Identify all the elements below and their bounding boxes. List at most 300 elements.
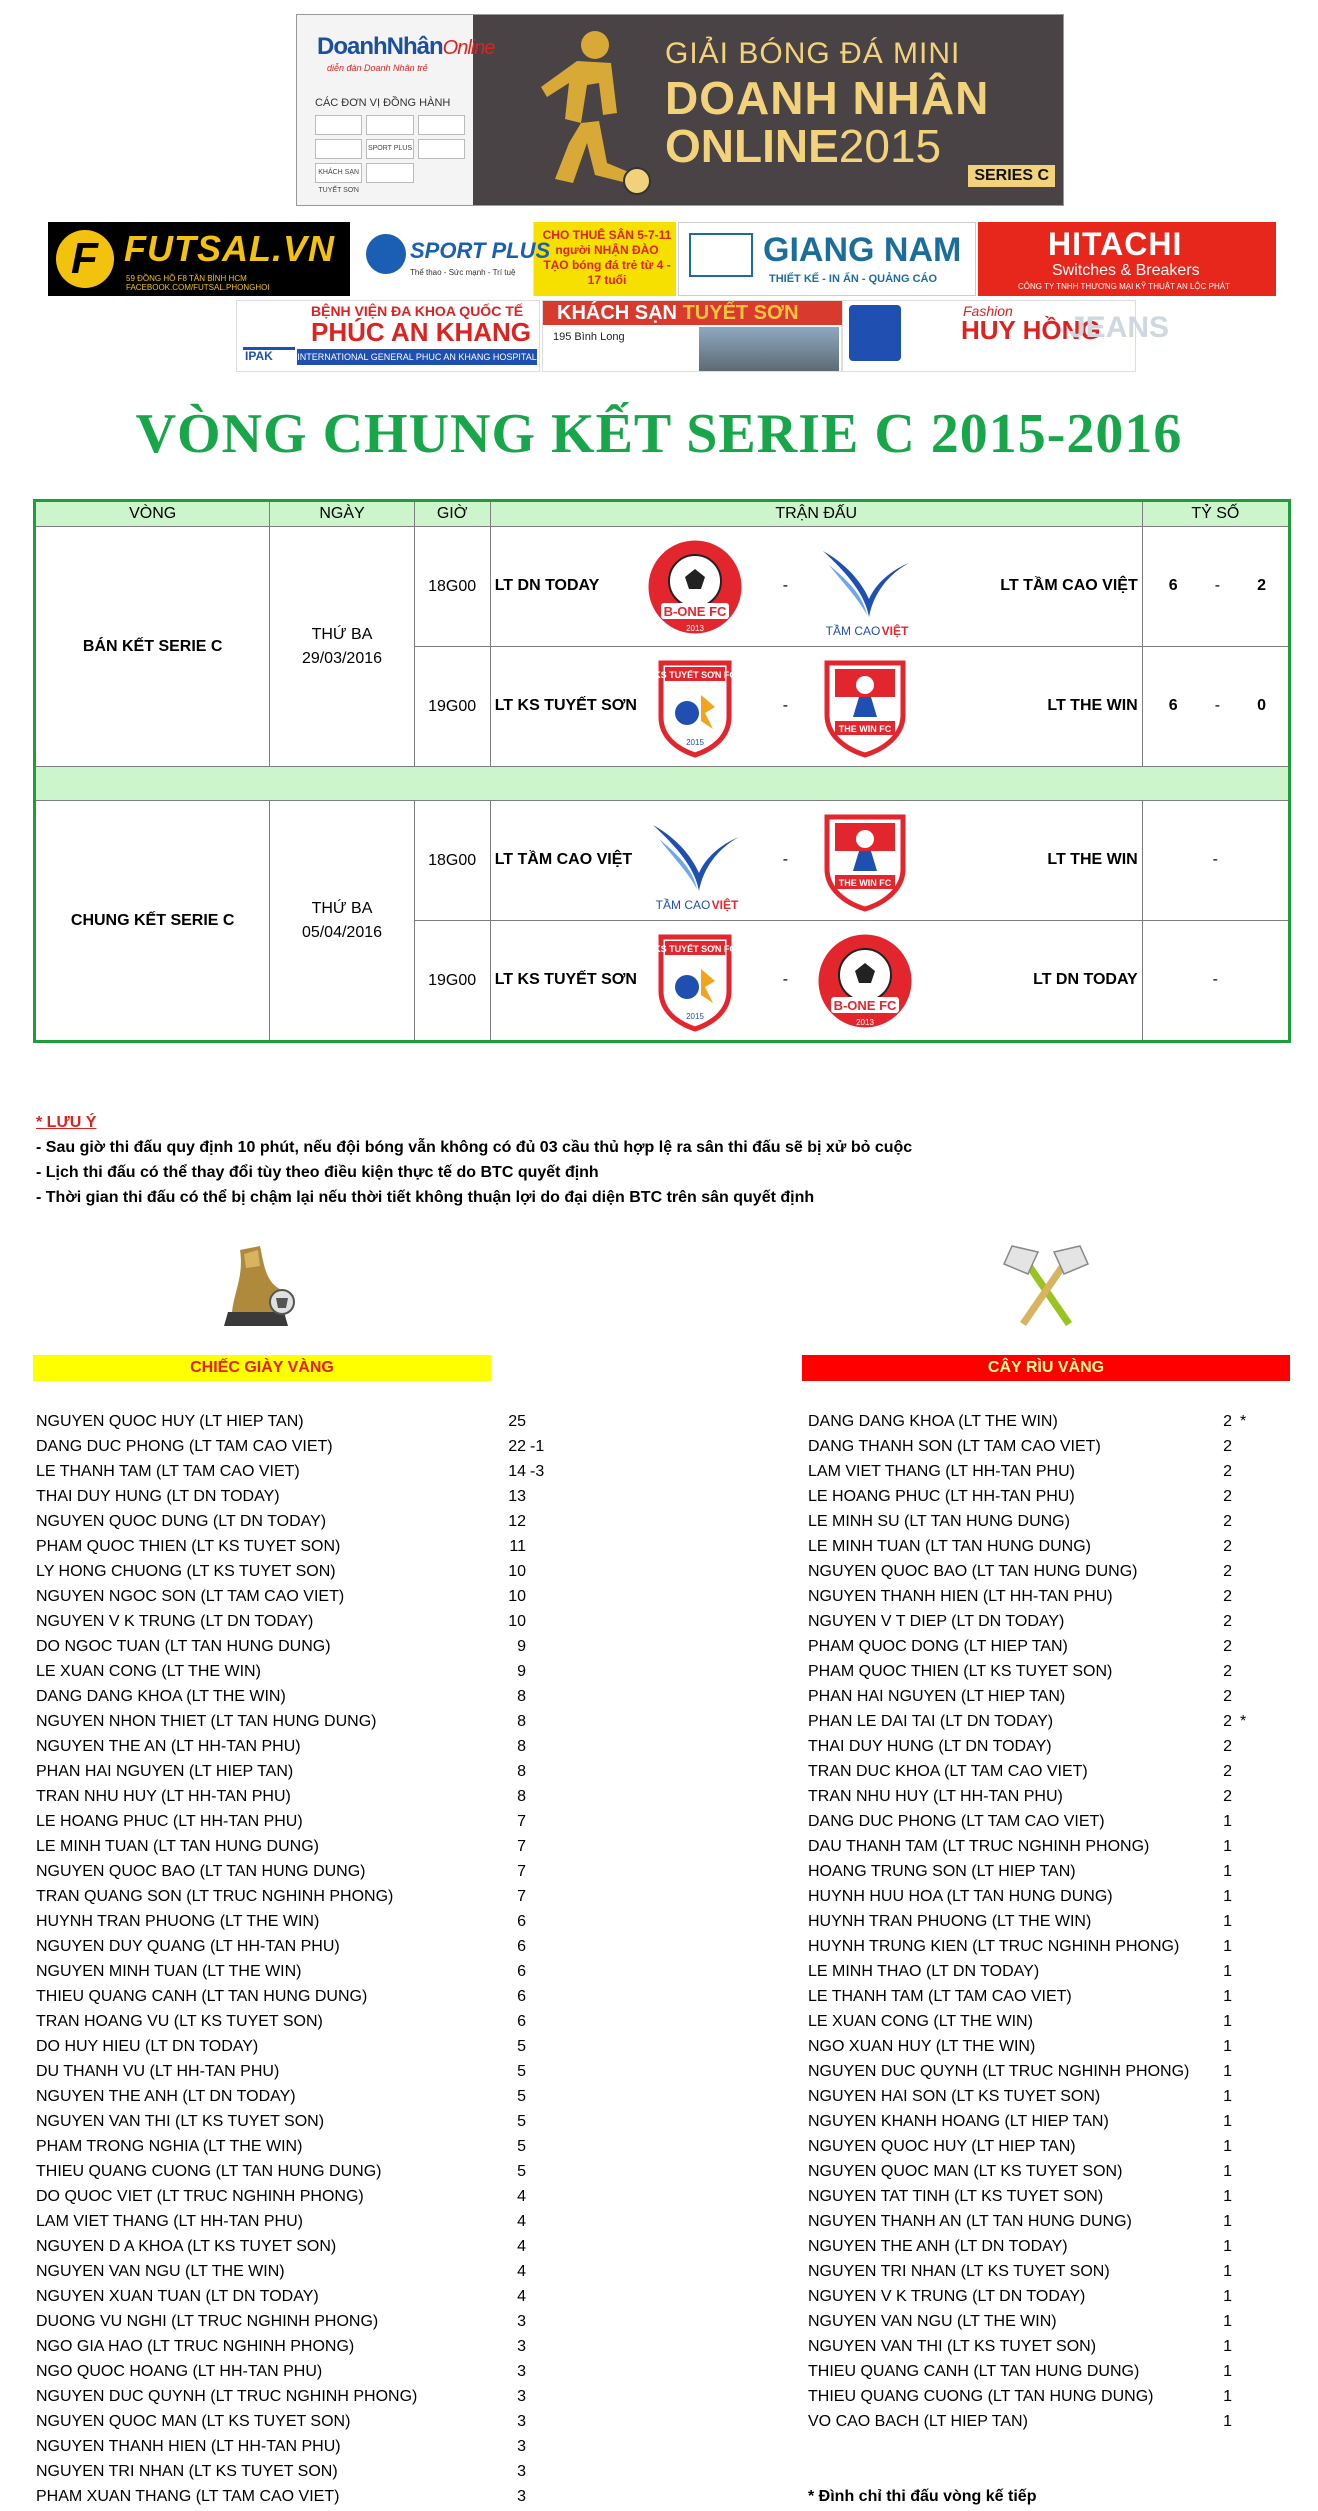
- scorer-row: [36, 1834, 556, 1859]
- ipak-line2: PHÚC AN KHANG: [311, 317, 532, 347]
- scorer-name: DO HUY HIEU (LT DN TODAY): [36, 2038, 259, 2055]
- card-player-name: NGUYEN THE ANH (LT DN TODAY): [808, 2238, 1068, 2255]
- golden-axe-header: CÂY RÌU VÀNG: [802, 1355, 1290, 1381]
- card-row: [808, 1784, 1288, 1809]
- card-player-name: NGUYEN TAT TINH (LT KS TUYET SON): [808, 2188, 1104, 2205]
- card-row: [808, 2384, 1288, 2409]
- card-row: [808, 1634, 1288, 1659]
- card-player-name: THAI DUY HUNG (LT DN TODAY): [808, 1738, 1052, 1755]
- scorer-name: PHAN HAI NGUYEN (LT HIEP TAN): [36, 1763, 294, 1780]
- card-count: 1: [1223, 2138, 1232, 2155]
- col-match: TRẬN ĐẤU: [490, 501, 1142, 527]
- co-organizer-logos: [315, 115, 465, 194]
- futsal-name: FUTSAL.VN: [124, 228, 335, 269]
- golden-boot-list: [36, 1409, 556, 2509]
- card-row: [808, 1859, 1288, 1884]
- col-date: NGÀY: [270, 501, 414, 527]
- card-count: 1: [1223, 2263, 1232, 2280]
- note-item: - Lịch thi đấu có thể thay đổi tùy theo điều kiện thực tế do BTC quyết định: [36, 1164, 599, 1181]
- scorer-goals: 5: [517, 2038, 526, 2055]
- scorer-goals: 5: [517, 2163, 526, 2180]
- scorer-name: DANG DUC PHONG (LT TAM CAO VIET): [36, 1438, 333, 1455]
- card-count: 1: [1223, 1988, 1232, 2005]
- scorer-row: [36, 1934, 556, 1959]
- card-count: 2: [1223, 1713, 1232, 1730]
- card-player-name: NGUYEN DUC QUYNH (LT TRUC NGHINH PHONG): [808, 2063, 1190, 2080]
- bone-logo-text: B-ONE FC: [663, 604, 727, 619]
- tuyetson-header: [543, 301, 843, 325]
- banner-series-badge: SERIES C: [968, 165, 1055, 187]
- tuyetson-line1: KHÁCH SẠN: [557, 302, 677, 324]
- sportplus-logo-icon: [366, 234, 406, 274]
- away-team: LT DN TODAY: [1033, 971, 1138, 988]
- co-organizer-logo: [315, 139, 362, 159]
- scorer-goals: 10: [508, 1563, 526, 1580]
- scorer-row: [36, 2359, 556, 2384]
- card-row: [808, 2409, 1288, 2434]
- round-date-value: 29/03/2016: [301, 649, 383, 667]
- card-count: 2: [1223, 1763, 1232, 1780]
- match-time: 18G00: [414, 527, 490, 647]
- scorer-goals: 3: [517, 2463, 526, 2480]
- tam-cao-viet-logo-icon: [643, 809, 747, 913]
- round-name: CHUNG KẾT SERIE C: [35, 801, 270, 1042]
- card-row: [808, 1734, 1288, 1759]
- card-count: 2: [1223, 1613, 1232, 1630]
- scorer-goals: 3: [517, 2313, 526, 2330]
- card-player-name: NGUYEN HAI SON (LT KS TUYET SON): [808, 2088, 1101, 2105]
- away-team: LT THE WIN: [1047, 851, 1138, 868]
- scorer-name: DO NGOC TUAN (LT TAN HUNG DUNG): [36, 1638, 331, 1655]
- scorer-name: NGUYEN QUOC MAN (LT KS TUYET SON): [36, 2413, 351, 2430]
- scorer-row: [36, 2384, 556, 2409]
- sponsor-phuc-an-khang: [236, 300, 540, 372]
- ks-tuyet-son-logo-icon: [643, 929, 747, 1033]
- card-row: [808, 1959, 1288, 1984]
- scorer-name: LE HOANG PHUC (LT HH-TAN PHU): [36, 1813, 303, 1830]
- scorer-row: [36, 2434, 556, 2459]
- banner-title-online: ONLINE: [665, 120, 839, 172]
- card-row: [808, 2309, 1288, 2334]
- scorer-row: [36, 1584, 556, 1609]
- card-player-name: NGUYEN QUOC MAN (LT KS TUYET SON): [808, 2163, 1123, 2180]
- scorer-row: [36, 2084, 556, 2109]
- scorer-row: [36, 1459, 556, 1484]
- card-count: 2: [1223, 1538, 1232, 1555]
- card-player-name: NGUYEN QUOC BAO (LT TAN HUNG DUNG): [808, 1563, 1138, 1580]
- scorer-name: LY HONG CHUONG (LT KS TUYET SON): [36, 1563, 336, 1580]
- card-player-name: NGUYEN V K TRUNG (LT DN TODAY): [808, 2288, 1086, 2305]
- scorer-row: [36, 1684, 556, 1709]
- score-cell: [1142, 527, 1289, 647]
- scorer-name: NGUYEN D A KHOA (LT KS TUYET SON): [36, 2238, 337, 2255]
- futsal-address: 59 ĐỒNG HỒ F8 TÂN BÌNH HCM FACEBOOK.COM/FUTSAL.PHONGHOI: [126, 274, 270, 292]
- kts-logo-year: 2015: [685, 1012, 704, 1021]
- card-count: 1: [1223, 1863, 1232, 1880]
- card-count: 1: [1223, 2038, 1232, 2055]
- round-separator-row: [35, 767, 1290, 801]
- card-row: [808, 1409, 1288, 1434]
- match-row: [35, 527, 1290, 647]
- round-date: [270, 801, 414, 1042]
- card-row: [808, 1584, 1288, 1609]
- round-separator: [35, 767, 1290, 801]
- scorer-row: [36, 1634, 556, 1659]
- ks-tuyet-son-logo-icon: [643, 655, 747, 759]
- co-organizer-logo: SPORT PLUS: [366, 139, 413, 159]
- card-row: [808, 1559, 1288, 1584]
- home-team: LT KS TUYẾT SƠN: [494, 971, 637, 988]
- bone-logo-text: B-ONE FC: [833, 998, 897, 1013]
- card-count: 2: [1223, 1563, 1232, 1580]
- scorer-name: DU THANH VU (LT HH-TAN PHU): [36, 2063, 280, 2080]
- card-player-name: NGUYEN KHANH HOANG (LT HIEP TAN): [808, 2113, 1109, 2130]
- golden-axe-icon: [998, 1238, 1094, 1338]
- scorer-goals: 6: [517, 1963, 526, 1980]
- scorer-goals: 5: [517, 2088, 526, 2105]
- scorer-name: NGUYEN V K TRUNG (LT DN TODAY): [36, 1613, 314, 1630]
- card-row: [808, 2284, 1288, 2309]
- scorer-row: [36, 2284, 556, 2309]
- scorer-goals: 6: [517, 1913, 526, 1930]
- card-count: 1: [1223, 2238, 1232, 2255]
- scorer-goals: 9: [517, 1663, 526, 1680]
- card-player-name: PHAN LE DAI TAI (LT DN TODAY): [808, 1713, 1054, 1730]
- scorer-row: [36, 1809, 556, 1834]
- scorer-row: [36, 2134, 556, 2159]
- match-time: 19G00: [414, 921, 490, 1042]
- card-row: [808, 2109, 1288, 2134]
- golden-axe-list: [808, 1409, 1288, 2434]
- score-dash: -: [1214, 697, 1221, 714]
- score-dash: -: [1214, 577, 1221, 594]
- match-cell: [490, 921, 1142, 1042]
- scorer-goals: 3: [517, 2438, 526, 2455]
- card-row: [808, 1809, 1288, 1834]
- round-name: BÁN KẾT SERIE C: [35, 527, 270, 767]
- scorer-goals: 6: [517, 2013, 526, 2030]
- scorer-row: [36, 2109, 556, 2134]
- scorer-goals: 4: [517, 2288, 526, 2305]
- card-row: [808, 2334, 1288, 2359]
- scorer-name: TRAN NHU HUY (LT HH-TAN PHU): [36, 1788, 291, 1805]
- brand-online: Online: [442, 37, 495, 59]
- card-player-name: TRAN NHU HUY (LT HH-TAN PHU): [808, 1788, 1063, 1805]
- card-count: 1: [1223, 2338, 1232, 2355]
- card-row: [808, 2259, 1288, 2284]
- card-count: 1: [1223, 1913, 1232, 1930]
- card-row: [808, 1934, 1288, 1959]
- scorer-goals: 8: [517, 1713, 526, 1730]
- card-row: [808, 1684, 1288, 1709]
- scorer-name: NGUYEN TRI NHAN (LT KS TUYET SON): [36, 2463, 338, 2480]
- scorer-name: DO QUOC VIET (LT TRUC NGHINH PHONG): [36, 2188, 364, 2205]
- co-organizer-logo: [366, 115, 413, 135]
- scorer-goals: 12: [508, 1513, 526, 1530]
- scorer-name: NGUYEN VAN THI (LT KS TUYET SON): [36, 2113, 325, 2130]
- scorer-name: DUONG VU NGHI (LT TRUC NGHINH PHONG): [36, 2313, 379, 2330]
- scorer-goals: 10: [508, 1588, 526, 1605]
- scorer-row: [36, 2209, 556, 2234]
- score-pending: -: [1212, 851, 1218, 868]
- scorer-name: NGUYEN NHON THIET (LT TAN HUNG DUNG): [36, 1713, 377, 1730]
- scorer-goals: 8: [517, 1788, 526, 1805]
- card-player-name: LE MINH SU (LT TAN HUNG DUNG): [808, 1513, 1070, 1530]
- scorer-row: [36, 1784, 556, 1809]
- golden-boot-header: CHIẾC GIÀY VÀNG: [33, 1355, 491, 1381]
- scorer-row: [36, 1409, 556, 1434]
- scorer-name: NGO GIA HAO (LT TRUC NGHINH PHONG): [36, 2338, 355, 2355]
- home-team: LT KS TUYẾT SƠN: [494, 697, 637, 714]
- schedule-header-row: [35, 501, 1290, 527]
- scorer-adjustment: -1: [530, 1438, 545, 1455]
- score-away: 0: [1257, 697, 1266, 714]
- card-row: [808, 2059, 1288, 2084]
- card-player-name: THIEU QUANG CANH (LT TAN HUNG DUNG): [808, 2363, 1140, 2380]
- kts-logo-text: KS TUYẾT SƠN FC: [653, 670, 736, 680]
- tcv-logo-text-viet: VIỆT: [881, 624, 909, 638]
- card-count: 1: [1223, 2188, 1232, 2205]
- scorer-row: [36, 1759, 556, 1784]
- scorer-goals: 4: [517, 2213, 526, 2230]
- card-player-name: DANG THANH SON (LT TAM CAO VIET): [808, 1438, 1101, 1455]
- card-player-name: NGUYEN VAN THI (LT KS TUYET SON): [808, 2338, 1097, 2355]
- scorer-goals: 7: [517, 1813, 526, 1830]
- bone-logo-year: 2013: [685, 624, 704, 633]
- scorer-goals: 7: [517, 1863, 526, 1880]
- scorer-name: NGUYEN QUOC DUNG (LT DN TODAY): [36, 1513, 327, 1530]
- scorer-name: DANG DANG KHOA (LT THE WIN): [36, 1688, 286, 1705]
- card-player-name: HUYNH HUU HOA (LT TAN HUNG DUNG): [808, 1888, 1113, 1905]
- card-row: [808, 1509, 1288, 1534]
- card-row: [808, 1484, 1288, 1509]
- score-cell: [1142, 647, 1289, 767]
- note-item: - Sau giờ thi đấu quy định 10 phút, nếu đội bóng vẫn không có đủ 03 cầu thủ hợp lệ ra sân thi đấu sẽ bị xử bỏ cuộc: [36, 1139, 913, 1156]
- card-player-name: NGUYEN THANH AN (LT TAN HUNG DUNG): [808, 2213, 1132, 2230]
- card-player-name: NGUYEN QUOC HUY (LT HIEP TAN): [808, 2138, 1076, 2155]
- scorer-row: [36, 2009, 556, 2034]
- win-logo-text: THE WIN FC: [838, 724, 891, 734]
- scorer-name: NGUYEN THE AN (LT HH-TAN PHU): [36, 1738, 301, 1755]
- card-count: 1: [1223, 2163, 1232, 2180]
- round-weekday: THỨ BA: [311, 899, 373, 917]
- scorer-row: [36, 1984, 556, 2009]
- giangnam-logo-icon: [689, 233, 753, 277]
- scorer-row: [36, 2409, 556, 2434]
- card-row: [808, 1434, 1288, 1459]
- col-time: GIỜ: [414, 501, 490, 527]
- card-player-name: DAU THANH TAM (LT TRUC NGHINH PHONG): [808, 1838, 1150, 1855]
- card-count: 2: [1223, 1488, 1232, 1505]
- card-player-name: HOANG TRUNG SON (LT HIEP TAN): [808, 1863, 1076, 1880]
- card-count: 1: [1223, 2063, 1232, 2080]
- scorer-goals: 7: [517, 1838, 526, 1855]
- card-row: [808, 1459, 1288, 1484]
- scorer-name: NGUYEN QUOC BAO (LT TAN HUNG DUNG): [36, 1863, 366, 1880]
- scorer-row: [36, 1884, 556, 1909]
- scorer-goals: 3: [517, 2413, 526, 2430]
- tournament-banner: [296, 14, 1064, 206]
- kts-logo-year: 2015: [685, 738, 704, 747]
- brand-main: DoanhNhân: [317, 33, 443, 60]
- brand-sub: diễn đàn Doanh Nhân trẻ: [327, 63, 428, 73]
- scorer-goals: 13: [508, 1488, 526, 1505]
- card-player-name: NGUYEN TRI NHAN (LT KS TUYET SON): [808, 2263, 1110, 2280]
- scorer-goals: 10: [508, 1613, 526, 1630]
- sponsor-hitachi: [978, 222, 1276, 296]
- banner-title-line1: GIẢI BÓNG ĐÁ MINI: [665, 37, 961, 70]
- giangnam-tagline: THIẾT KẾ - IN ẤN - QUẢNG CÁO: [769, 273, 938, 285]
- scorer-name: NGUYEN QUOC HUY (LT HIEP TAN): [36, 1413, 304, 1430]
- scorer-row: [36, 2034, 556, 2059]
- card-count: 1: [1223, 1938, 1232, 1955]
- card-player-name: LE MINH TUAN (LT TAN HUNG DUNG): [808, 1538, 1091, 1555]
- banner-title-line2: DOANH NHÂN: [665, 72, 990, 124]
- scorer-name: NGO QUOC HOANG (LT HH-TAN PHU): [36, 2363, 323, 2380]
- hitachi-tagline: Switches & Breakers: [1052, 262, 1200, 279]
- scorer-name: NGUYEN NGOC SON (LT TAM CAO VIET): [36, 1588, 345, 1605]
- co-organizer-logo: [366, 163, 413, 183]
- card-count: 2: [1223, 1463, 1232, 1480]
- card-count: 1: [1223, 1888, 1232, 1905]
- card-player-name: THIEU QUANG CUONG (LT TAN HUNG DUNG): [808, 2388, 1154, 2405]
- tcv-logo-text-viet: VIỆT: [711, 898, 739, 912]
- scorer-name: NGUYEN DUY QUANG (LT HH-TAN PHU): [36, 1938, 340, 1955]
- scorer-name: HUYNH TRAN PHUONG (LT THE WIN): [36, 1913, 320, 1930]
- card-count: 2: [1223, 1588, 1232, 1605]
- sportplus-name: SPORT PLUS: [410, 238, 551, 263]
- card-player-name: HUYNH TRAN PHUONG (LT THE WIN): [808, 1913, 1092, 1930]
- scorer-name: LAM VIET THANG (LT HH-TAN PHU): [36, 2213, 303, 2230]
- scorer-row: [36, 2309, 556, 2334]
- scorer-row: [36, 1659, 556, 1684]
- card-row: [808, 2009, 1288, 2034]
- huyhong-name: HUY HỒNG: [961, 315, 1101, 345]
- match-row: [35, 801, 1290, 921]
- scorer-goals: 8: [517, 1763, 526, 1780]
- card-row: [808, 1659, 1288, 1684]
- score-home: 6: [1168, 697, 1178, 714]
- scorer-goals: 22: [508, 1438, 526, 1455]
- scorer-row: [36, 1859, 556, 1884]
- scorer-goals: 3: [517, 2488, 526, 2505]
- away-team: LT THE WIN: [1047, 697, 1138, 714]
- card-row: [808, 2134, 1288, 2159]
- card-row: [808, 1884, 1288, 1909]
- match-cell: [490, 527, 1142, 647]
- card-count: 2: [1223, 1438, 1232, 1455]
- scorer-goals: 8: [517, 1738, 526, 1755]
- notes-heading: * LƯU Ý: [36, 1114, 97, 1131]
- scorer-adjustment: -3: [530, 1463, 545, 1480]
- match-cell: [490, 647, 1142, 767]
- scorer-row: [36, 1484, 556, 1509]
- scorer-goals: 3: [517, 2363, 526, 2380]
- card-count: 1: [1223, 2313, 1232, 2330]
- scorer-row: [36, 2059, 556, 2084]
- away-team: LT TẦM CAO VIỆT: [1000, 577, 1138, 594]
- sponsor-tuyet-son: [542, 300, 842, 372]
- the-win-fc-logo-icon: [813, 655, 917, 759]
- scorer-name: NGUYEN THE ANH (LT DN TODAY): [36, 2088, 296, 2105]
- card-row: [808, 1834, 1288, 1859]
- card-count: 1: [1223, 2288, 1232, 2305]
- card-row: [808, 1609, 1288, 1634]
- card-count: 2: [1223, 1788, 1232, 1805]
- futsal-logo-icon: [56, 230, 114, 288]
- co-organizer-logo: KHÁCH SẠN TUYẾT SƠN: [315, 163, 362, 183]
- score-away: 2: [1257, 577, 1266, 594]
- scorer-name: THAI DUY HUNG (LT DN TODAY): [36, 1488, 280, 1505]
- ipak-line3: INTERNATIONAL GENERAL PHUC AN KHANG HOSPITAL: [297, 349, 537, 365]
- huyhong-fashion: Fashion: [963, 303, 1013, 319]
- co-organizer-logo: [315, 115, 362, 135]
- card-row: [808, 2184, 1288, 2209]
- kts-logo-text: KS TUYẾT SƠN FC: [653, 944, 736, 954]
- round-weekday: THỨ BA: [311, 625, 373, 643]
- schedule-table: [33, 499, 1291, 1043]
- card-player-name: NGUYEN VAN NGU (LT THE WIN): [808, 2313, 1057, 2330]
- card-row: [808, 1984, 1288, 2009]
- scorer-name: TRAN QUANG SON (LT TRUC NGHINH PHONG): [36, 1888, 394, 1905]
- scorer-row: [36, 2184, 556, 2209]
- card-row: [808, 1909, 1288, 1934]
- win-logo-text: THE WIN FC: [838, 878, 891, 888]
- scorer-row: [36, 1959, 556, 1984]
- suspension-footnote: * Đình chỉ thi đấu vòng kế tiếp: [808, 2488, 1037, 2505]
- card-player-name: PHAN HAI NGUYEN (LT HIEP TAN): [808, 1688, 1066, 1705]
- bone-logo-year: 2013: [855, 1018, 874, 1027]
- card-player-name: DANG DUC PHONG (LT TAM CAO VIET): [808, 1813, 1105, 1830]
- sportplus-tagline: Thể thao - Sức mạnh - Trí tuệ: [410, 268, 516, 277]
- card-count: 2: [1223, 1413, 1232, 1430]
- golden-player-icon: [507, 23, 667, 198]
- card-player-name: LE THANH TAM (LT TAM CAO VIET): [808, 1988, 1072, 2005]
- home-team: LT DN TODAY: [494, 577, 600, 594]
- card-player-name: LE XUAN CONG (LT THE WIN): [808, 2013, 1033, 2030]
- tuyetson-line2: TUYẾT SƠN: [682, 302, 799, 324]
- card-count: 1: [1223, 2363, 1232, 2380]
- card-count: 1: [1223, 1838, 1232, 1855]
- scorer-goals: 5: [517, 2063, 526, 2080]
- card-player-name: VO CAO BACH (LT HIEP TAN): [808, 2413, 1028, 2430]
- banner-title-year: 2015: [838, 120, 942, 172]
- scorer-row: [36, 1909, 556, 1934]
- sponsor-huy-hong: [842, 300, 1170, 372]
- scorer-name: PHAM XUAN THANG (LT TAM CAO VIET): [36, 2488, 340, 2505]
- scorer-name: LE XUAN CONG (LT THE WIN): [36, 1663, 261, 1680]
- scorer-name: NGUYEN XUAN TUAN (LT DN TODAY): [36, 2288, 319, 2305]
- scorer-name: THIEU QUANG CANH (LT TAN HUNG DUNG): [36, 1988, 368, 2005]
- card-count: 1: [1223, 2013, 1232, 2030]
- scorer-row: [36, 2234, 556, 2259]
- card-count: 1: [1223, 2113, 1232, 2130]
- card-count: 2: [1223, 1688, 1232, 1705]
- score-pending: -: [1212, 971, 1218, 988]
- card-player-name: DANG DANG KHOA (LT THE WIN): [808, 1413, 1058, 1430]
- scorer-name: LE THANH TAM (LT TAM CAO VIET): [36, 1463, 300, 1480]
- scorer-goals: 5: [517, 2138, 526, 2155]
- card-player-name: NGUYEN V T DIEP (LT DN TODAY): [808, 1613, 1065, 1630]
- versus-dash: -: [782, 851, 789, 868]
- scorer-goals: 8: [517, 1688, 526, 1705]
- bone-fc-logo-icon: [643, 535, 747, 639]
- scorer-goals: 6: [517, 1938, 526, 1955]
- co-organizer-logo: [418, 115, 465, 135]
- scorer-row: [36, 1734, 556, 1759]
- card-player-name: PHAM QUOC DONG (LT HIEP TAN): [808, 1638, 1068, 1655]
- sponsor-futsal: [48, 222, 350, 296]
